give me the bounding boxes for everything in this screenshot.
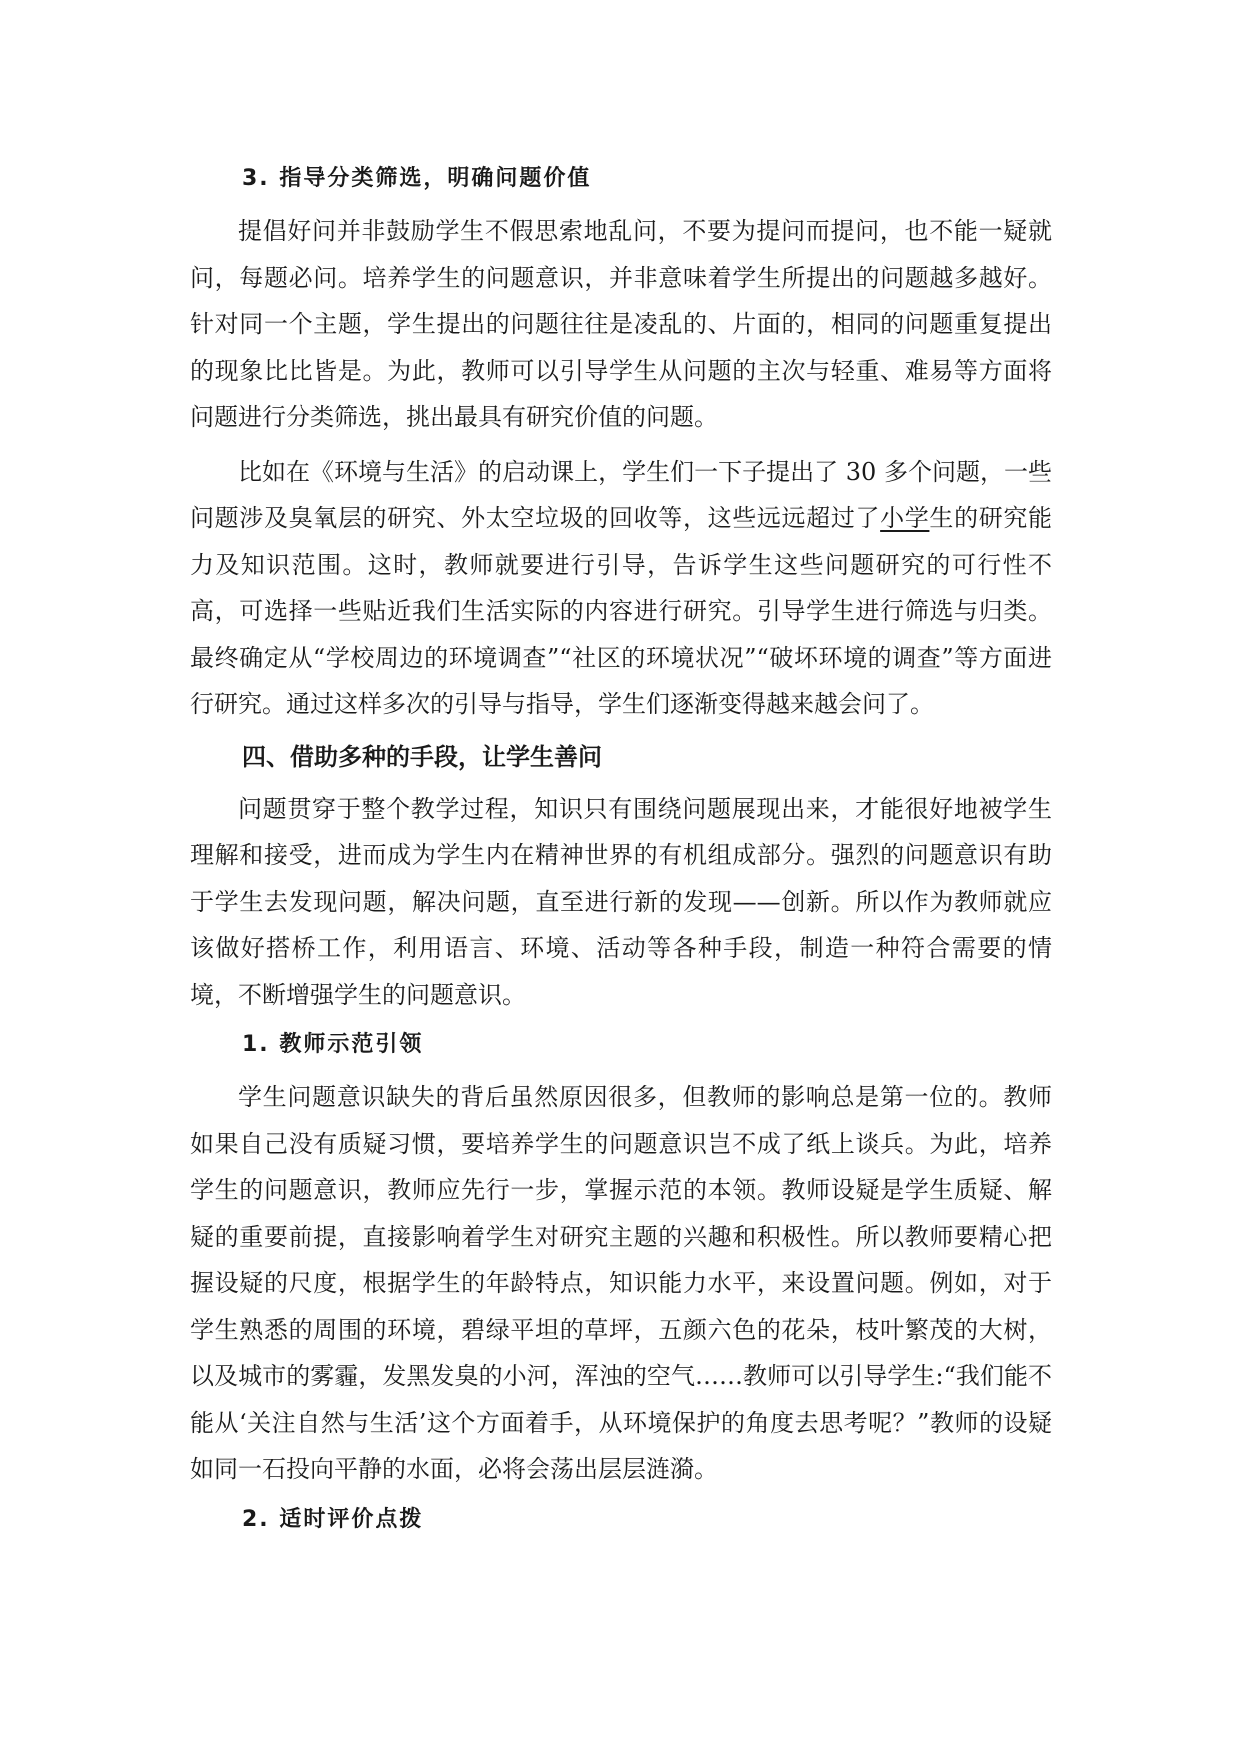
underlined-term: 小学 [880,504,930,532]
paragraph-problem-awareness: 问题贯穿于整个教学过程，知识只有围绕问题展现出来，才能很好地被学生理解和接受，进而成为学生内在精神世界的有机组成部分。强烈的问题意识有助于学生去发现问题，解决问题，直至进行新的发现——创新。所以作为教师就应该做好搭桥工作，利用语言、环境、活动等各种手段，制造一种符合需要的情境，不断增强学生的问题意识。 [190,794,1052,1009]
paragraph-text-before: 比如在《环境与生活》的启动课上，学生们一下子提出了 30 多个问题，一些问题涉及臭氧层的研究、外太空垃圾的回收等，这些远远超过了 [190,457,1052,532]
section-heading-4: 四、借助多种的手段，让学生善问 [242,741,602,771]
paragraph-environment-example [190,449,1052,728]
paragraph-questioning-value: 提倡好问并非鼓励学生不假思索地乱问，不要为提问而提问，也不能一疑就问，每题必问。培养学生的问题意识，并非意味着学生所提出的问题越多越好。针对同一个主题，学生提出的问题往往是凌乱的、片面的，相同的问题重复提出的现象比比皆是。为此，教师可以引导学生从问题的主次与轻重、难易等方面将问题进行分类筛选，挑出最具有研究价值的问题。 [190,217,1052,431]
subsection-heading-3: 3. 指导分类筛选，明确问题价值 [242,166,592,191]
subsection-heading-evaluation: 2. 适时评价点拨 [242,1506,424,1532]
subsection-heading-teacher-demo: 1. 教师示范引领 [242,1032,424,1057]
paragraph-text-after: 生的研究能力及知识范围。这时，教师就要进行引导，告诉学生这些问题研究的可行性不高，可选择一些贴近我们生活实际的内容进行研究。引导学生进行筛选与归类。最终确定从“学校周边的环境调查”“社区的环境状况”“破坏环境的调查”等方面进行研究。通过这样多次的引导与指导，学生们逐渐变得越来越会问了。 [190,504,1053,718]
paragraph-teacher-demo: 学生问题意识缺失的背后虽然原因很多，但教师的影响总是第一位的。教师如果自己没有质疑习惯，要培养学生的问题意识岂不成了纸上谈兵。为此，培养学生的问题意识，教师应先行一步，掌握示范的本领。教师设疑是学生质疑、解疑的重要前提，直接影响着学生对研究主题的兴趣和积极性。所以教师要精心把握设疑的尺度，根据学生的年龄特点，知识能力水平，来设置问题。例如，对于学生熟悉的周围的环境，碧绿平坦的草坪，五颜六色的花朵，枝叶繁茂的大树，以及城市的雾霾，发黑发臭的小河，浑浊的空气……教师可以引导学生:“我们能不能从‘关注自然与生活’这个方面着手，从环境保护的角度去思考呢？”教师的设疑如同一石投向平静的水面，必将会荡出层层涟漪。 [190,1083,1052,1483]
document-page [190,160,1052,1549]
